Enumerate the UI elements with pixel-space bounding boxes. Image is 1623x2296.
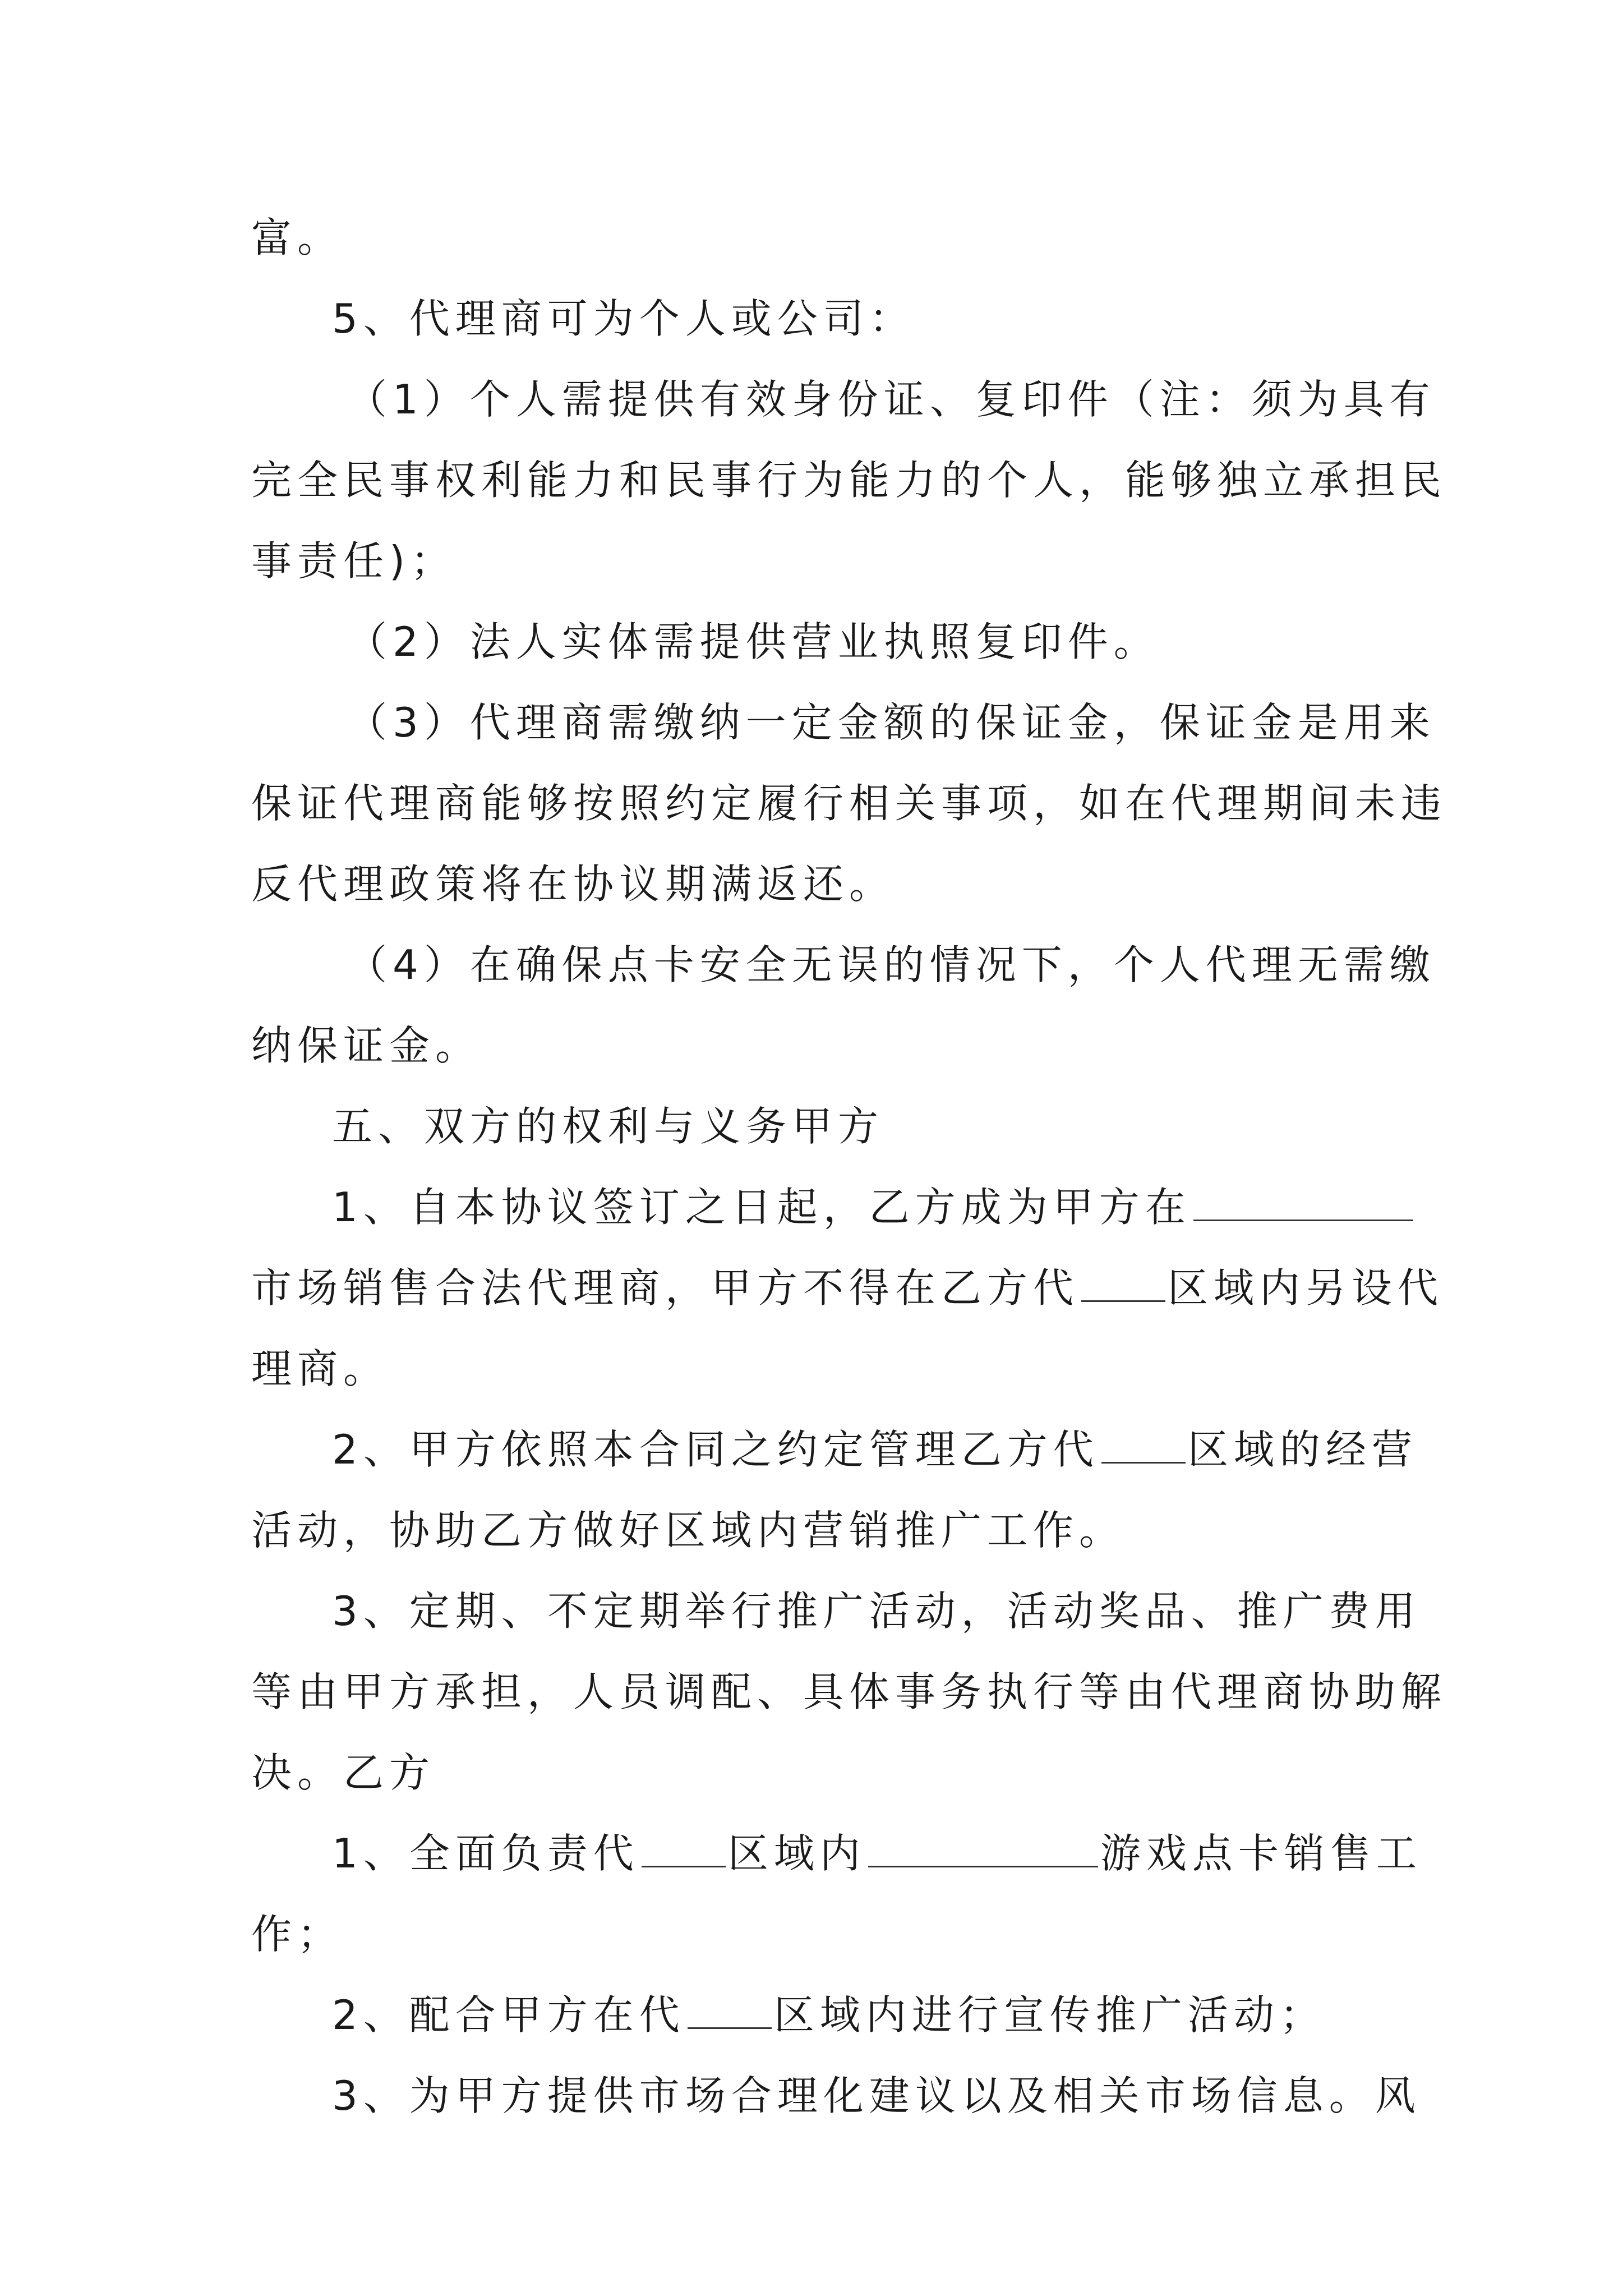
text-line xyxy=(251,1975,1395,2055)
text: 完全民事权利能力和民事行为能力的个人，能够独立承担民 xyxy=(251,457,1447,504)
text-line xyxy=(251,1571,1421,1651)
text: 五、双方的权利与义务甲方 xyxy=(332,1103,884,1150)
text: 决。乙方 xyxy=(251,1749,436,1796)
text-line xyxy=(251,601,1395,682)
text: 纳保证金。 xyxy=(251,1022,482,1069)
text: 反代理政策将在协议期满返还。 xyxy=(251,861,896,908)
fill-blank xyxy=(1081,1267,1165,1302)
text: 市场销售合法代理商，甲方不得在乙方代 xyxy=(251,1264,1080,1312)
text-line xyxy=(251,1005,1395,1086)
text: 区域内另设代 xyxy=(1168,1264,1444,1312)
text: 区域内 xyxy=(727,1830,866,1877)
text: （3）代理商需缴纳一定金额的保证金，保证金是用来 xyxy=(347,699,1436,746)
section-heading xyxy=(251,1086,1395,1167)
text-line xyxy=(251,1732,1395,1813)
text: 2、甲方依照本合同之约定管理乙方代 xyxy=(332,1426,1099,1473)
text: 1、全面负责代 xyxy=(332,1830,639,1877)
text: （2）法人实体需提供营业执照复印件。 xyxy=(347,618,1160,665)
fill-blank xyxy=(1101,1428,1186,1464)
fill-blank xyxy=(868,1832,1098,1867)
text-line xyxy=(251,1894,1395,1975)
text: 1、自本协议签订之日起，乙方成为甲方在 xyxy=(332,1184,1191,1231)
text: 作； xyxy=(251,1911,344,1958)
text-line xyxy=(251,924,1436,1005)
text-line xyxy=(251,1248,1444,1328)
document-body xyxy=(251,197,1447,2136)
text-line xyxy=(251,197,1395,278)
text: 区域的经营 xyxy=(1187,1426,1418,1473)
text-line xyxy=(251,2055,1421,2136)
text-line xyxy=(251,1490,1395,1571)
text-line xyxy=(251,1328,1395,1409)
text: 活动，协助乙方做好区域内营销推广工作。 xyxy=(251,1507,1126,1554)
fill-blank xyxy=(688,1994,772,2029)
text: 2、配合甲方在代 xyxy=(332,1991,685,2039)
text: 3、为甲方提供市场合理化建议以及相关市场信息。风 xyxy=(332,2072,1421,2119)
text: 保证代理商能够按照约定履行相关事项，如在代理期间未违 xyxy=(251,780,1447,827)
text-line xyxy=(251,440,1447,521)
text: 区域内进行宣传推广活动； xyxy=(773,1991,1326,2039)
text: 游戏点卡销售工 xyxy=(1100,1830,1422,1877)
text-line xyxy=(251,278,1395,359)
text-line xyxy=(251,521,1395,601)
text: 3、定期、不定期举行推广活动，活动奖品、推广费用 xyxy=(332,1588,1421,1635)
text-line xyxy=(251,1813,1422,1894)
text: 富。 xyxy=(251,214,344,261)
text: 事责任)； xyxy=(251,537,457,585)
text-line xyxy=(251,359,1436,440)
text-line xyxy=(251,1167,1395,1248)
text: （1）个人需提供有效身份证、复印件（注：须为具有 xyxy=(347,376,1436,423)
text-line xyxy=(251,763,1447,844)
text-line xyxy=(251,1409,1418,1490)
fill-blank xyxy=(642,1832,726,1867)
text-line xyxy=(251,1651,1447,1732)
text-line xyxy=(251,682,1436,763)
text: 5、代理商可为个人或公司： xyxy=(332,295,915,342)
fill-blank xyxy=(1193,1186,1413,1221)
text: 等由甲方承担，人员调配、具体事务执行等由代理商协助解 xyxy=(251,1668,1447,1715)
text: 理商。 xyxy=(251,1345,390,1392)
text: （4）在确保点卡安全无误的情况下，个人代理无需缴 xyxy=(347,941,1436,988)
text-line xyxy=(251,844,1395,924)
